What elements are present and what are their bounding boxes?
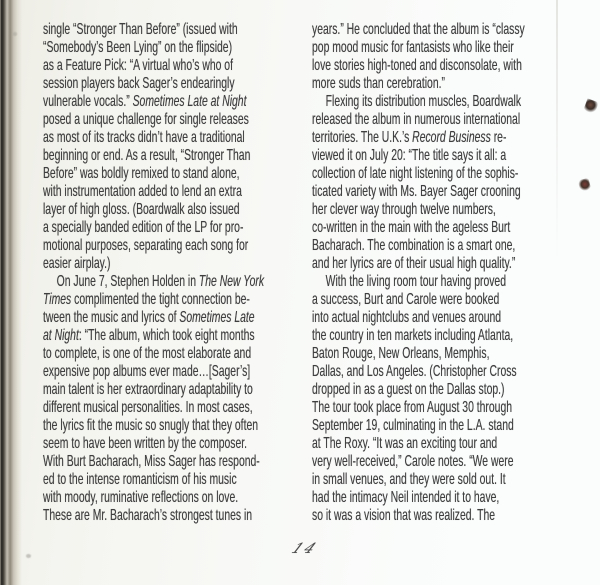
text-line: seem to have been written by the composer. xyxy=(43,435,248,452)
text-line: main talent is her extraordinary adaptability to xyxy=(43,381,253,398)
text-line: These are Mr. Bacharach’s strongest tunes in xyxy=(43,507,253,524)
text-line: had the intimacy Neil intended it to have, xyxy=(312,489,500,506)
page-number: 14 xyxy=(288,541,322,557)
text-line: single “Stronger Than Before” (issued with xyxy=(43,21,238,38)
text-line: vulnerable vocals.” Sometimes Late at Night xyxy=(43,93,247,110)
text-line: released the album in numerous international xyxy=(312,111,521,128)
text-line: The tour took place from August 30 through xyxy=(312,399,513,416)
text-line: co-written in the main with the ageless Burt xyxy=(312,219,511,236)
text-line: at The Roxy. “It was an exciting tour and xyxy=(312,435,498,452)
text-line: into actual nightclubs and venues around xyxy=(312,309,502,326)
text-line: the country in ten markets including Atlanta, xyxy=(312,327,514,344)
text-line: with moody, ruminative reflections on love. xyxy=(43,489,239,506)
text-line: the lyrics fit the music so snugly that they often xyxy=(43,417,259,434)
text-line: With Burt Bacharach, Miss Sager has respond- xyxy=(43,453,260,470)
text-column-left xyxy=(43,21,290,525)
text-line: more suds than cerebration.” xyxy=(312,75,445,92)
text-line: dropped in as a guest on the Dallas stop.) xyxy=(312,381,505,398)
text-line: On June 7, Stephen Holden in The New York xyxy=(56,273,265,290)
text-line: different musical personalities. In most cases, xyxy=(43,399,253,416)
text-line: “Somebody’s Been Lying” on the flipside) xyxy=(43,39,233,56)
text-line: Baton Rouge, New Orleans, Memphis, xyxy=(312,345,490,362)
text-line: ed to the intense romanticism of his music xyxy=(43,471,237,488)
text-line: Dallas, and Los Angeles. (Christopher Cross xyxy=(312,363,517,380)
text-line: Times complimented the tight connection be- xyxy=(43,291,250,308)
text-line: so it was a vision that was realized. The xyxy=(312,507,496,524)
text-line: viewed it on July 20: “The title says it all: a xyxy=(312,147,507,164)
text-line: as a Feature Pick: “A virtual who’s who of xyxy=(43,57,233,74)
text-line: With the living room tour having proved xyxy=(325,273,507,290)
book-gutter-shadow xyxy=(0,0,22,585)
text-line: beginning or end. As a result, “Stronger Than xyxy=(43,147,251,164)
text-line: love stories high-toned and disconsolate, with xyxy=(312,57,522,74)
text-line: her clever way through twelve numbers, xyxy=(312,201,496,218)
text-line: pop mood music for fantasists who like their xyxy=(312,39,514,56)
text-line: a success, Burt and Carole were booked xyxy=(312,291,500,308)
text-line: Flexing its distribution muscles, Boardwalk xyxy=(325,93,522,110)
text-line: tween the music and lyrics of Sometimes Late xyxy=(43,309,255,326)
text-line: at Night: “The album, which took eight months xyxy=(43,327,255,344)
text-line: Before” was boldly remixed to stand alone, xyxy=(43,165,240,182)
text-line: in small venues, and they were sold out. It xyxy=(312,471,506,488)
text-line: very well-received,” Carole notes. “We were xyxy=(312,453,514,470)
text-line: layer of high gloss. (Boardwalk also issued xyxy=(43,201,240,218)
text-line: Bacharach. The combination is a smart one, xyxy=(312,237,516,254)
text-column-right xyxy=(312,21,563,525)
text-line: territories. The U.K.’s Record Business re- xyxy=(312,129,507,146)
text-line: to complete, is one of the most elaborate and xyxy=(43,345,252,362)
text-line: expensive pop albums ever made…[Sager’s] xyxy=(43,363,251,380)
text-line: collection of late night listening of the sophis- xyxy=(312,165,519,182)
ink-speck xyxy=(26,554,31,558)
text-line: years.” He concluded that the album is “classy xyxy=(312,21,525,38)
text-line: ticated variety with Ms. Bayer Sager crooning xyxy=(312,183,521,200)
text-line: a specially banded edition of the LP for pro- xyxy=(43,219,244,236)
text-line: with instrumentation added to lend an extra xyxy=(43,183,242,200)
ink-speck xyxy=(583,98,599,114)
text-line: posed a unique challenge for single releases xyxy=(43,111,249,128)
text-line: and her lyrics are of their usual high quality.” xyxy=(312,255,516,272)
text-line: motional purposes, separating each song for xyxy=(43,237,249,254)
ink-speck xyxy=(578,178,592,192)
text-line: September 19, culminating in the L.A. stand xyxy=(312,417,514,434)
text-line: as most of its tracks didn’t have a traditional xyxy=(43,129,245,146)
text-line: session players back Sager’s endearingly xyxy=(43,75,235,92)
text-line: easier airplay.) xyxy=(43,255,111,272)
